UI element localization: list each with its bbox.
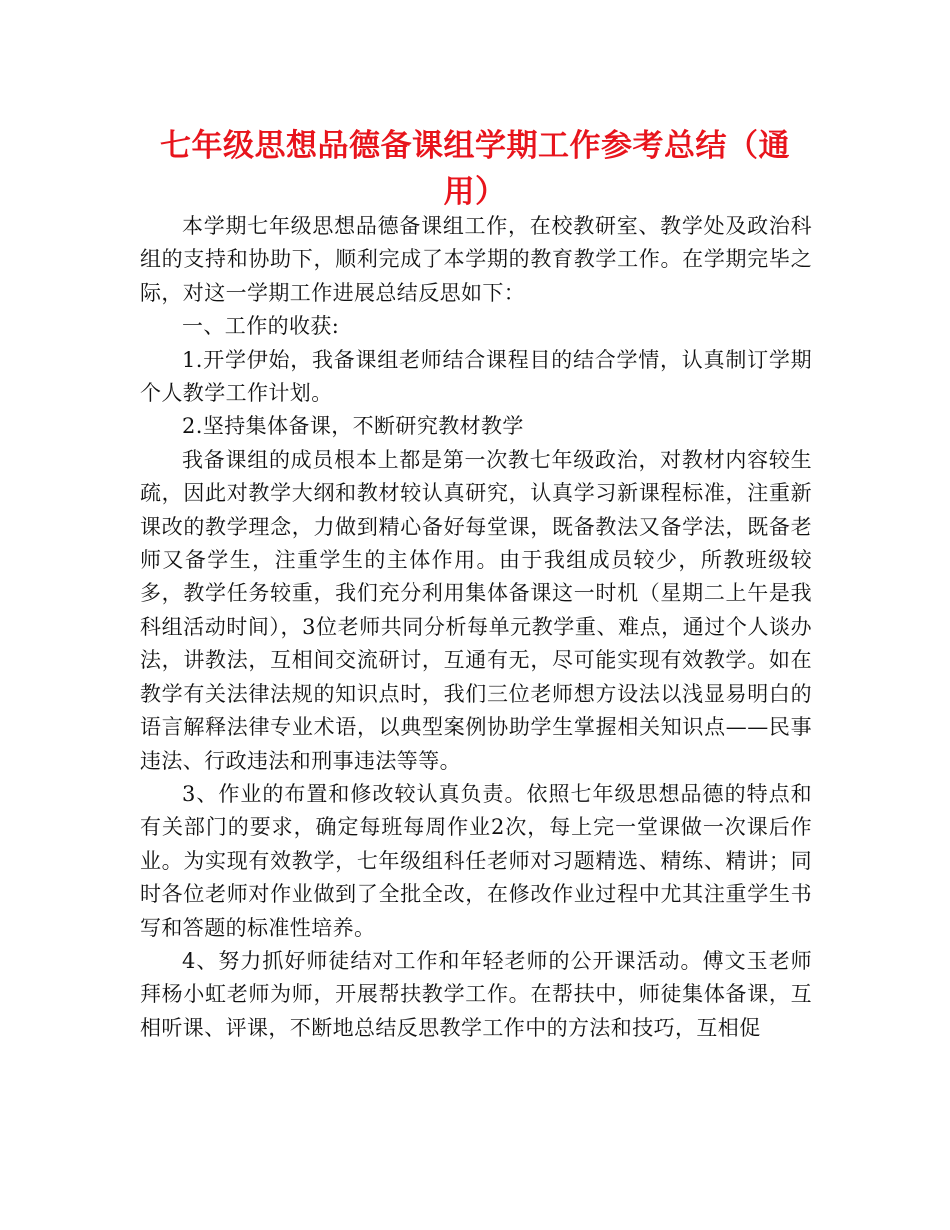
document-body [140, 210, 812, 1045]
paragraph-collective-prep: 我备课组的成员根本上都是第一次教七年级政治，对教材内容较生疏，因此对教学大纲和教材较认真研究，认真学习新课程标准，注重新课改的教学理念，力做到精心备好每堂课，既备教法又备学法，既备老师又备学生，注重学生的主体作用。由于我组成员较少，所教班级较多，教学任务较重，我们充分利用集体备课这一时机（星期二上午是我科组活动时间），3位老师共同分析每单元教学重、难点，通过个人谈办法，讲教法，互相间交流研讨，互通有无，尽可能实现有效教学。如在教学有关法律法规的知识点时，我们三位老师想方设法以浅显易明白的语言解释法律专业术语，以典型案例协助学生掌握相关知识点——民事违法、行政违法和刑事违法等等。 [140, 447, 812, 773]
section-heading-achievements: 一、工作的收获: [182, 314, 340, 339]
paragraph-item-3-homework: 3、作业的布置和修改较认真负责。依照七年级思想品德的特点和有关部门的要求，确定每班每周作业2次，每上完一堂课做一次课后作业。为实现有效教学，七年级组科任老师对习题精选、精练、精讲；同时各位老师对作业做到了全批全改，在修改作业过程中尤其注重学生书写和答题的标准性培养。 [140, 781, 812, 940]
paragraph-item-2: 2.坚持集体备课，不断研究教材教学 [182, 414, 524, 439]
paragraph-item-4-mentoring: 4、努力抓好师徒结对工作和年轻老师的公开课活动。傅文玉老师拜杨小虹老师为师，开展帮扶教学工作。在帮扶中，师徒集体备课，互相听课、评课，不断地总结反思教学工作中的方法和技巧，互相促 [140, 948, 812, 1040]
paragraph-intro: 本学期七年级思想品德备课组工作，在校教研室、教学处及政治科组的支持和协助下，顺利完成了本学期的教育教学工作。在学期完毕之际，对这一学期工作进展总结反思如下： [140, 214, 812, 305]
document-title: 七年级思想品德备课组学期工作参考总结（通用） [160, 128, 790, 210]
paragraph-item-1: 1.开学伊始，我备课组老师结合课程目的结合学情，认真制订学期个人教学工作计划。 [140, 347, 812, 406]
